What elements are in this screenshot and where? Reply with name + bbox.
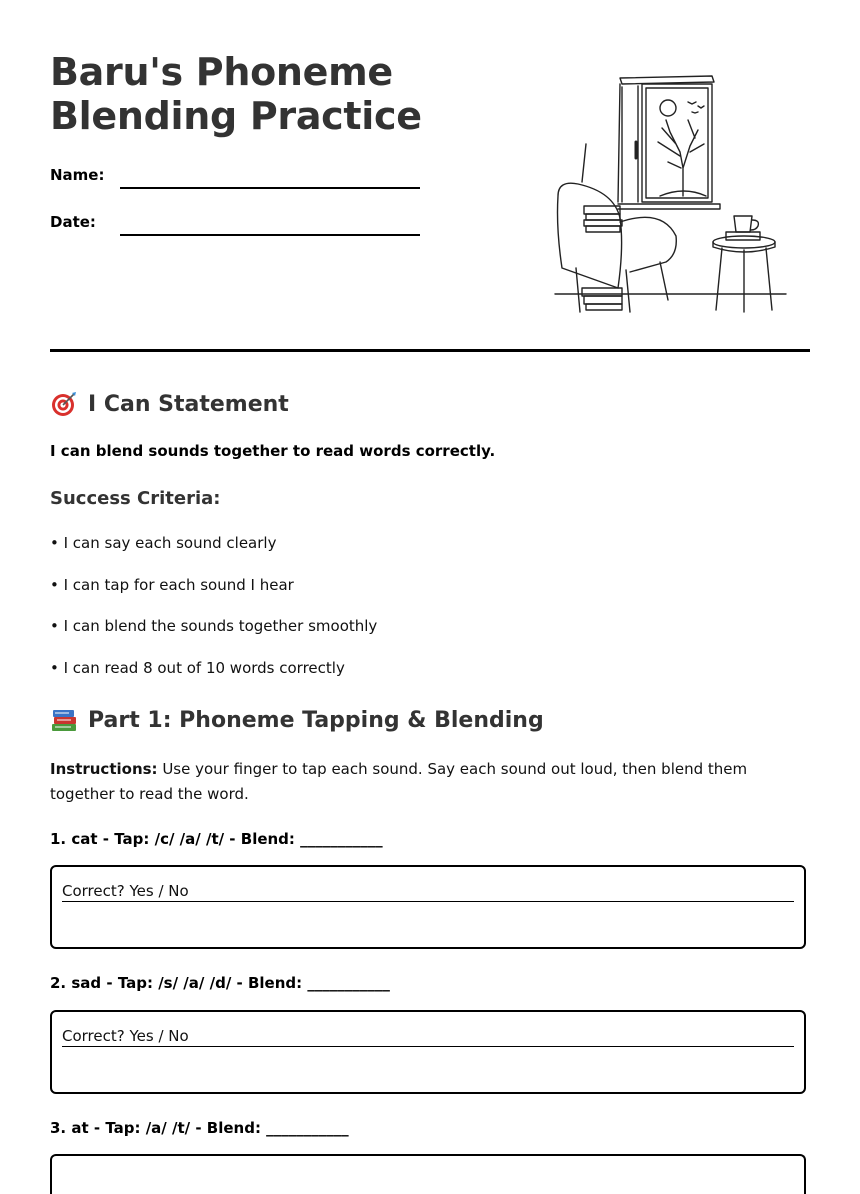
criteria-item: • I can blend the sounds together smoothly	[50, 617, 378, 635]
i-can-statement: I can blend sounds together to read words correctly.	[50, 442, 496, 460]
reading-nook-illustration	[550, 72, 790, 318]
worksheet-title	[50, 50, 422, 138]
criteria-item: • I can tap for each sound I hear	[50, 576, 294, 594]
part1-heading	[50, 706, 544, 734]
criteria-item: • I can read 8 out of 10 words correctly	[50, 659, 345, 677]
instructions-text: Use your finger to tap each sound. Say each sound out loud, then blend them together to read the word.	[50, 760, 748, 803]
instructions-label: Instructions:	[50, 760, 158, 778]
name-label: Name:	[50, 166, 105, 184]
answer-box[interactable]	[50, 1154, 806, 1194]
criteria-item: • I can say each sound clearly	[50, 534, 277, 552]
success-criteria-heading: Success Criteria:	[50, 488, 221, 509]
answer-prompt: Correct? Yes / No	[62, 882, 794, 902]
books-icon	[50, 706, 78, 734]
header-divider	[50, 349, 810, 352]
target-icon	[50, 390, 78, 418]
item-label: 2. sad - Tap: /s/ /a/ /d/ - Blend: ___________	[50, 974, 390, 992]
answer-box[interactable]	[50, 865, 806, 949]
date-field[interactable]	[120, 234, 420, 236]
part1-heading-text: Part 1: Phoneme Tapping & Blending	[88, 707, 544, 733]
item-label: 3. at - Tap: /a/ /t/ - Blend: ___________	[50, 1119, 349, 1137]
answer-box[interactable]	[50, 1010, 806, 1094]
instructions	[50, 757, 790, 807]
item-label: 1. cat - Tap: /c/ /a/ /t/ - Blend: ___________	[50, 830, 383, 848]
date-label: Date:	[50, 213, 96, 231]
title-line-1: Baru's Phoneme	[50, 50, 393, 94]
i-can-heading-text: I Can Statement	[88, 391, 289, 417]
answer-prompt: Correct? Yes / No	[62, 1027, 794, 1047]
name-field[interactable]	[120, 187, 420, 189]
title-line-2: Blending Practice	[50, 94, 422, 138]
i-can-heading	[50, 390, 289, 418]
